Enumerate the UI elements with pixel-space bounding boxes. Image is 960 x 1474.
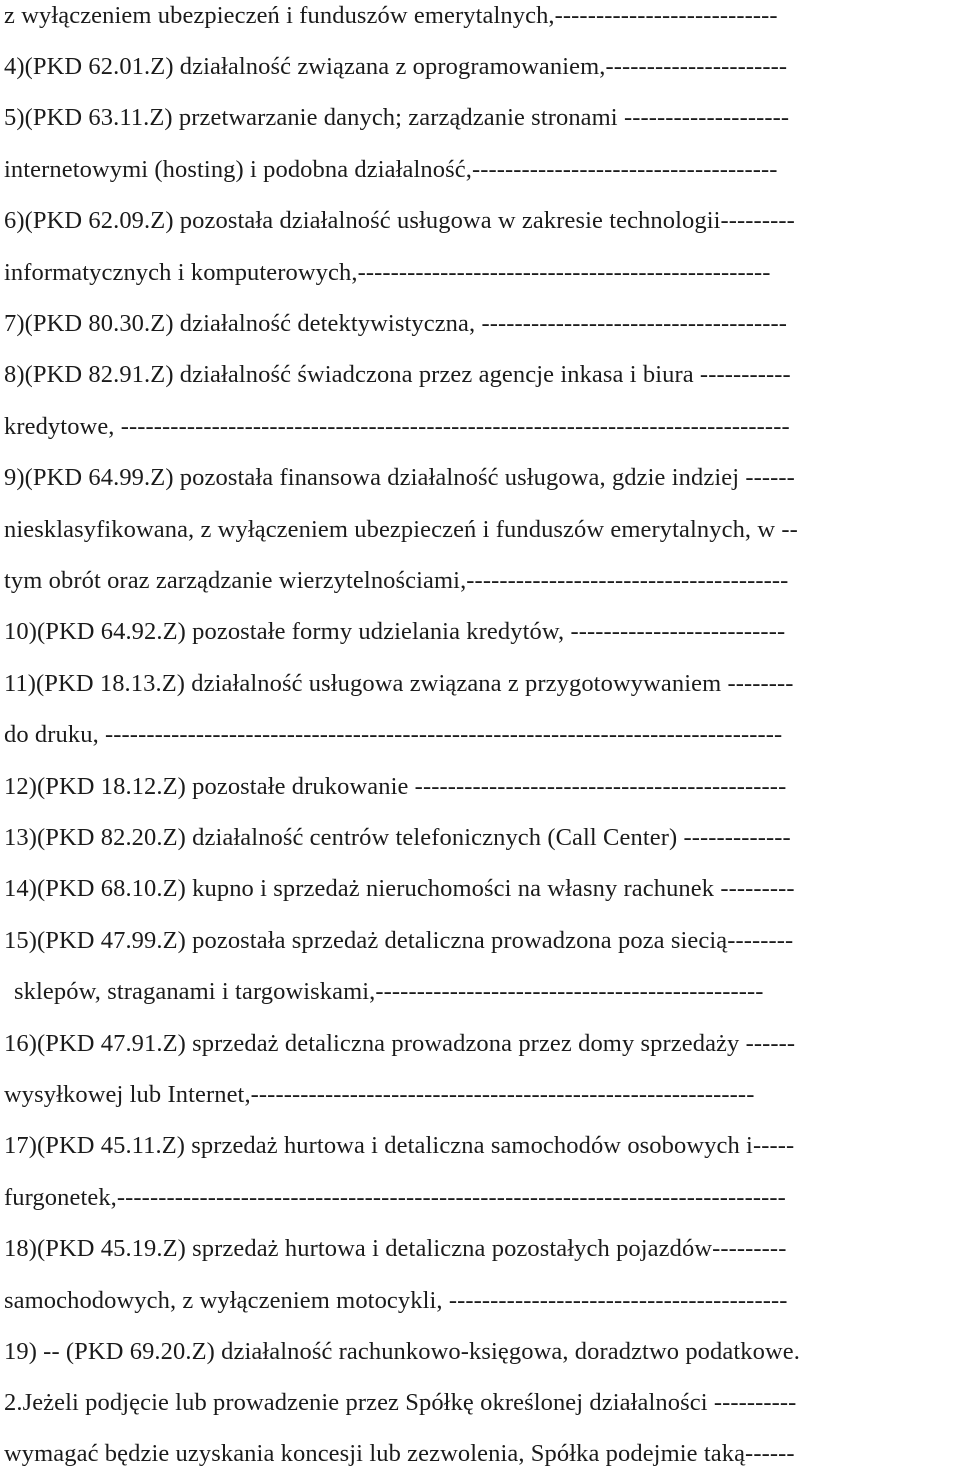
text-line-24: furgonetek,--------------------------------------------------------------------------------- — [4, 1184, 786, 1211]
text-line-26: samochodowych, z wyłączeniem motocykli, ----------------------------------------- — [4, 1287, 788, 1314]
text-line-15: do druku, ---------------------------------------------------------------------------------- — [4, 721, 783, 748]
text-line-23: 17)(PKD 45.11.Z) sprzedaż hurtowa i detaliczna samochodów osobowych i----- — [4, 1132, 795, 1159]
text-line-8: 8)(PKD 82.91.Z) działalność świadczona przez agencje inkasa i biura ----------- — [4, 361, 791, 388]
text-line-10: 9)(PKD 64.99.Z) pozostała finansowa działalność usługowa, gdzie indziej ------ — [4, 464, 795, 491]
text-line-6: informatycznych i komputerowych,-------------------------------------------------- — [4, 259, 771, 286]
text-line-13: 10)(PKD 64.92.Z) pozostałe formy udzielania kredytów, -------------------------- — [4, 618, 786, 645]
text-line-14: 11)(PKD 18.13.Z) działalność usługowa związana z przygotowywaniem -------- — [4, 670, 794, 697]
text-line-7: 7)(PKD 80.30.Z) działalność detektywistyczna, ------------------------------------- — [4, 310, 788, 337]
text-line-11: niesklasyfikowana, z wyłączeniem ubezpieczeń i funduszów emerytalnych, w -- — [4, 516, 798, 543]
text-line-19: 15)(PKD 47.99.Z) pozostała sprzedaż detaliczna prowadzona poza siecią-------- — [4, 927, 794, 954]
text-line-12: tym obrót oraz zarządzanie wierzytelnościami,--------------------------------------- — [4, 567, 789, 594]
text-line-1: z wyłączeniem ubezpieczeń i funduszów emerytalnych,--------------------------- — [4, 2, 778, 29]
text-line-16: 12)(PKD 18.12.Z) pozostałe drukowanie --------------------------------------------- — [4, 773, 787, 800]
text-line-20: sklepów, straganami i targowiskami,----------------------------------------------- — [14, 978, 764, 1005]
text-line-21: 16)(PKD 47.91.Z) sprzedaż detaliczna prowadzona przez domy sprzedaży ------ — [4, 1030, 796, 1057]
text-line-9: kredytowe, --------------------------------------------------------------------------------- — [4, 413, 790, 440]
text-line-3: 5)(PKD 63.11.Z) przetwarzanie danych; zarządzanie stronami -------------------- — [4, 104, 790, 131]
text-line-28: 2.Jeżeli podjęcie lub prowadzenie przez Spółkę określonej działalności ---------- — [4, 1389, 797, 1416]
text-line-2: 4)(PKD 62.01.Z) działalność związana z oprogramowaniem,---------------------- — [4, 53, 788, 80]
text-line-25: 18)(PKD 45.19.Z) sprzedaż hurtowa i detaliczna pozostałych pojazdów--------- — [4, 1235, 787, 1262]
text-line-4: internetowymi (hosting) i podobna działalność,------------------------------------- — [4, 156, 778, 183]
text-line-5: 6)(PKD 62.09.Z) pozostała działalność usługowa w zakresie technologii--------- — [4, 207, 795, 234]
text-line-17: 13)(PKD 82.20.Z) działalność centrów telefonicznych (Call Center) ------------- — [4, 824, 791, 851]
text-line-18: 14)(PKD 68.10.Z) kupno i sprzedaż nieruchomości na własny rachunek --------- — [4, 875, 795, 902]
text-line-29: wymagać będzie uzyskania koncesji lub zezwolenia, Spółka podejmie taką------ — [4, 1440, 795, 1467]
text-line-27: 19) -- (PKD 69.20.Z) działalność rachunkowo-księgowa, doradztwo podatkowe. — [4, 1338, 800, 1365]
text-line-22: wysyłkowej lub Internet,------------------------------------------------------------- — [4, 1081, 755, 1108]
